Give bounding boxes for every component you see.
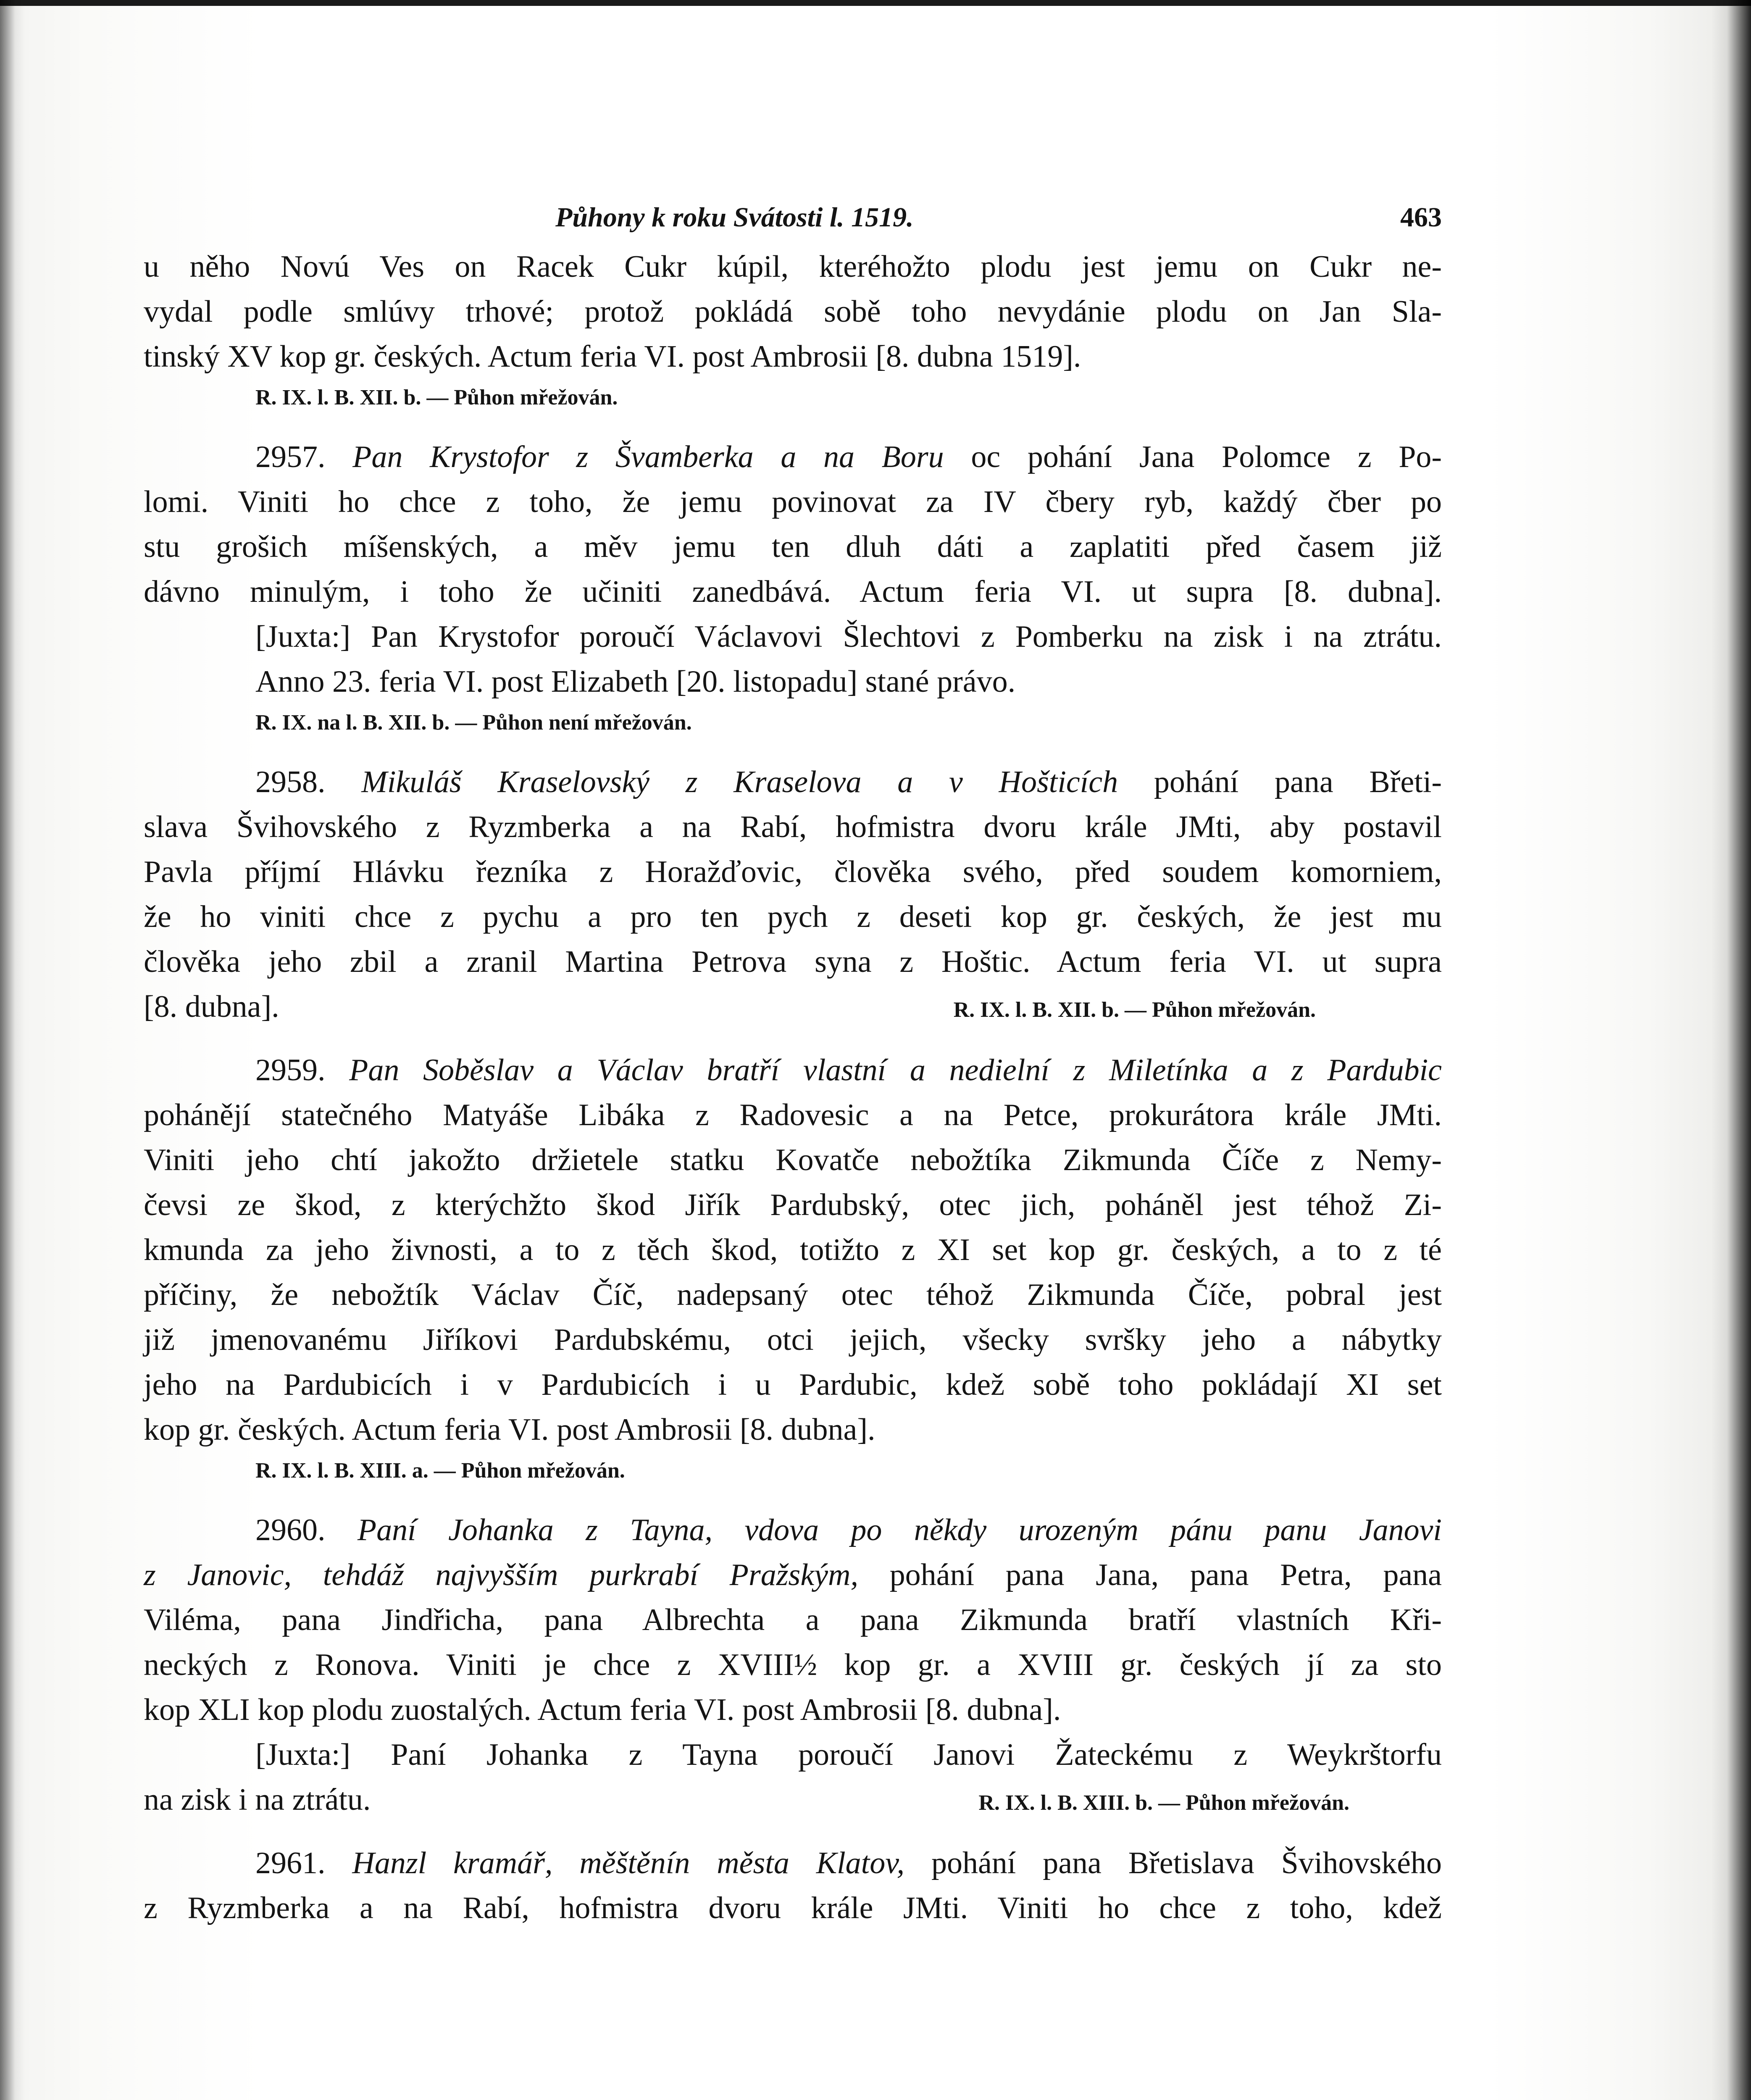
text-line: Viléma, pana Jindřicha, pana Albrechta a pana Zikmunda bratří vlastních Kři- (144, 1603, 1442, 1637)
entry-2961-first-line (144, 1841, 1442, 1886)
text-line: čevsi ze škod, z kterýchžto škod Jiřík Pardubský, otec jich, poháněl jest téhož Zi- (144, 1188, 1442, 1222)
entry-number: 2957. (255, 440, 326, 474)
archive-reference: R. IX. l. B. XIII. b. — Půhon mřežován. (978, 1791, 1349, 1815)
page-body (144, 202, 1442, 1931)
archive-reference: R. IX. na l. B. XII. b. — Půhon není mřežován. (255, 711, 692, 735)
entry-party-name: Pan Krystofor z Švamberka a na Boru (352, 440, 944, 474)
juxta-line: [Juxta:] Paní Johanka z Tayna poroučí Janovi Žateckému z Weykrštorfu (255, 1738, 1442, 1772)
text-line: již jmenovanému Jiříkovi Pardubskému, otci jejich, všecky svršky jeho a nábytky (144, 1323, 1442, 1357)
text-fragment: pohání pana Jana, pana Petra, pana (889, 1558, 1442, 1592)
text-line: pohánějí statečného Matyáše Libáka z Radovesic a na Petce, prokurátora krále JMti. (144, 1098, 1442, 1132)
text-line: slava Švihovského z Ryzmberka a na Rabí, hofmistra dvoru krále JMti, aby postavil (144, 810, 1442, 844)
archive-reference: R. IX. l. B. XII. b. — Půhon mřežován. (255, 386, 618, 410)
text-line: neckých z Ronova. Viniti je chce z XVIII½ kop gr. a XVIII gr. českých jí za sto (144, 1648, 1442, 1682)
text-line: že ho viniti chce z pychu a pro ten pych z deseti kop gr. českých, že jest mu (144, 900, 1442, 934)
page-header (144, 202, 1442, 234)
entry-number: 2959. (255, 1053, 326, 1087)
text-fragment: [8. dubna]. (144, 990, 279, 1024)
entry-party-name: Hanzl kramář, měštěnín města Klatov, (352, 1846, 905, 1880)
entry-2960-second-line (144, 1553, 1442, 1598)
text-line: jeho na Pardubicích i v Pardubicích i u Pardubic, kdež sobě toho pokládají XI set (144, 1368, 1442, 1402)
entry-party-name: Mikuláš Kraselovský z Kraselova a v Hošticích (361, 765, 1118, 799)
entry-party-name: Paní Johanka z Tayna, vdova po někdy urozeným pánu panu Janovi (357, 1513, 1442, 1547)
text-line: u něho Novú Ves on Racek Cukr kúpil, kteréhožto plodu jest jemu on Cukr ne- (144, 249, 1442, 284)
scan-top-edge (0, 0, 1751, 6)
entry-2958-first-line (144, 760, 1442, 805)
running-title: Půhony k roku Svátosti l. 1519. (555, 202, 914, 233)
scan-left-shadow (0, 0, 25, 2100)
text-line: dávno minulým, i toho že učiniti zanedbává. Actum feria VI. ut supra [8. dubna]. (144, 575, 1442, 609)
entry-number: 2960. (255, 1513, 326, 1547)
text-line: člověka jeho zbil a zranil Martina Petrova syna z Hoštic. Actum feria VI. ut supra (144, 945, 1442, 979)
text-fragment: oc pohání Jana Polomce z Po- (971, 440, 1442, 474)
text-line-with-reference (144, 984, 1442, 1029)
text-line-with-reference (144, 1777, 1442, 1822)
text-line: vydal podle smlúvy trhové; protož pokládá sobě toho nevydánie plodu on Jan Sla- (144, 294, 1442, 329)
entry-2959-first-line (144, 1048, 1442, 1093)
juxta-line: [Juxta:] Pan Krystofor poroučí Václavovi Šlechtovi z Pomberku na zisk i na ztrátu. (255, 620, 1442, 654)
entry-number: 2958. (255, 765, 326, 799)
entry-2960-first-line (144, 1508, 1442, 1553)
text-line: z Ryzmberka a na Rabí, hofmistra dvoru krále JMti. Viniti ho chce z toho, kdež (144, 1891, 1442, 1925)
text-line: Viniti jeho chtí jakožto držietele statku Kovatče nebožtíka Zikmunda Číče z Nemy- (144, 1143, 1442, 1177)
text-line: stu grošich míšenských, a měv jemu ten dluh dáti a zaplatiti před časem již (144, 530, 1442, 564)
juxta-line: Anno 23. feria VI. post Elizabeth [20. listopadu] stané právo. (255, 664, 1016, 699)
entry-party-name: Pan Soběslav a Václav bratří vlastní a nedielní z Miletínka a z Pardubic (349, 1053, 1442, 1087)
text-line: příčiny, že nebožtík Václav Číč, nadepsaný otec téhož Zikmunda Číče, pobral jest (144, 1278, 1442, 1312)
text-fragment: na zisk i na ztrátu. (144, 1782, 371, 1817)
text-line: Pavla příjmí Hlávku řezníka z Horažďovic, člověka svého, před soudem komorniem, (144, 855, 1442, 889)
text-line: kop XLI kop plodu zuostalých. Actum feria VI. post Ambrosii [8. dubna]. (144, 1693, 1061, 1727)
entry-2957-first-line (144, 435, 1442, 480)
page-number: 463 (1400, 202, 1442, 233)
text-fragment: pohání pana Břeti- (1154, 765, 1442, 799)
entry-number: 2961. (255, 1846, 326, 1880)
text-line: kmunda za jeho živnosti, a to z těch škod, totižto z XI set kop gr. českých, a to z té (144, 1233, 1442, 1267)
text-line: tinský XV kop gr. českých. Actum feria VI. post Ambrosii [8. dubna 1519]. (144, 339, 1081, 374)
text-line: lomi. Viniti ho chce z toho, že jemu povinovat za IV čbery ryb, každý čber po (144, 485, 1442, 519)
scan-right-shadow (1711, 0, 1751, 2100)
text-line: kop gr. českých. Actum feria VI. post Ambrosii [8. dubna]. (144, 1412, 876, 1447)
text-fragment: pohání pana Břetislava Švihovského (931, 1846, 1442, 1880)
archive-reference: R. IX. l. B. XII. b. — Půhon mřežován. (953, 998, 1316, 1022)
entry-party-name: z Janovic, tehdáž najvyšším purkrabí Pražským, (144, 1558, 858, 1592)
archive-reference: R. IX. l. B. XIII. a. — Půhon mřežován. (255, 1459, 625, 1483)
